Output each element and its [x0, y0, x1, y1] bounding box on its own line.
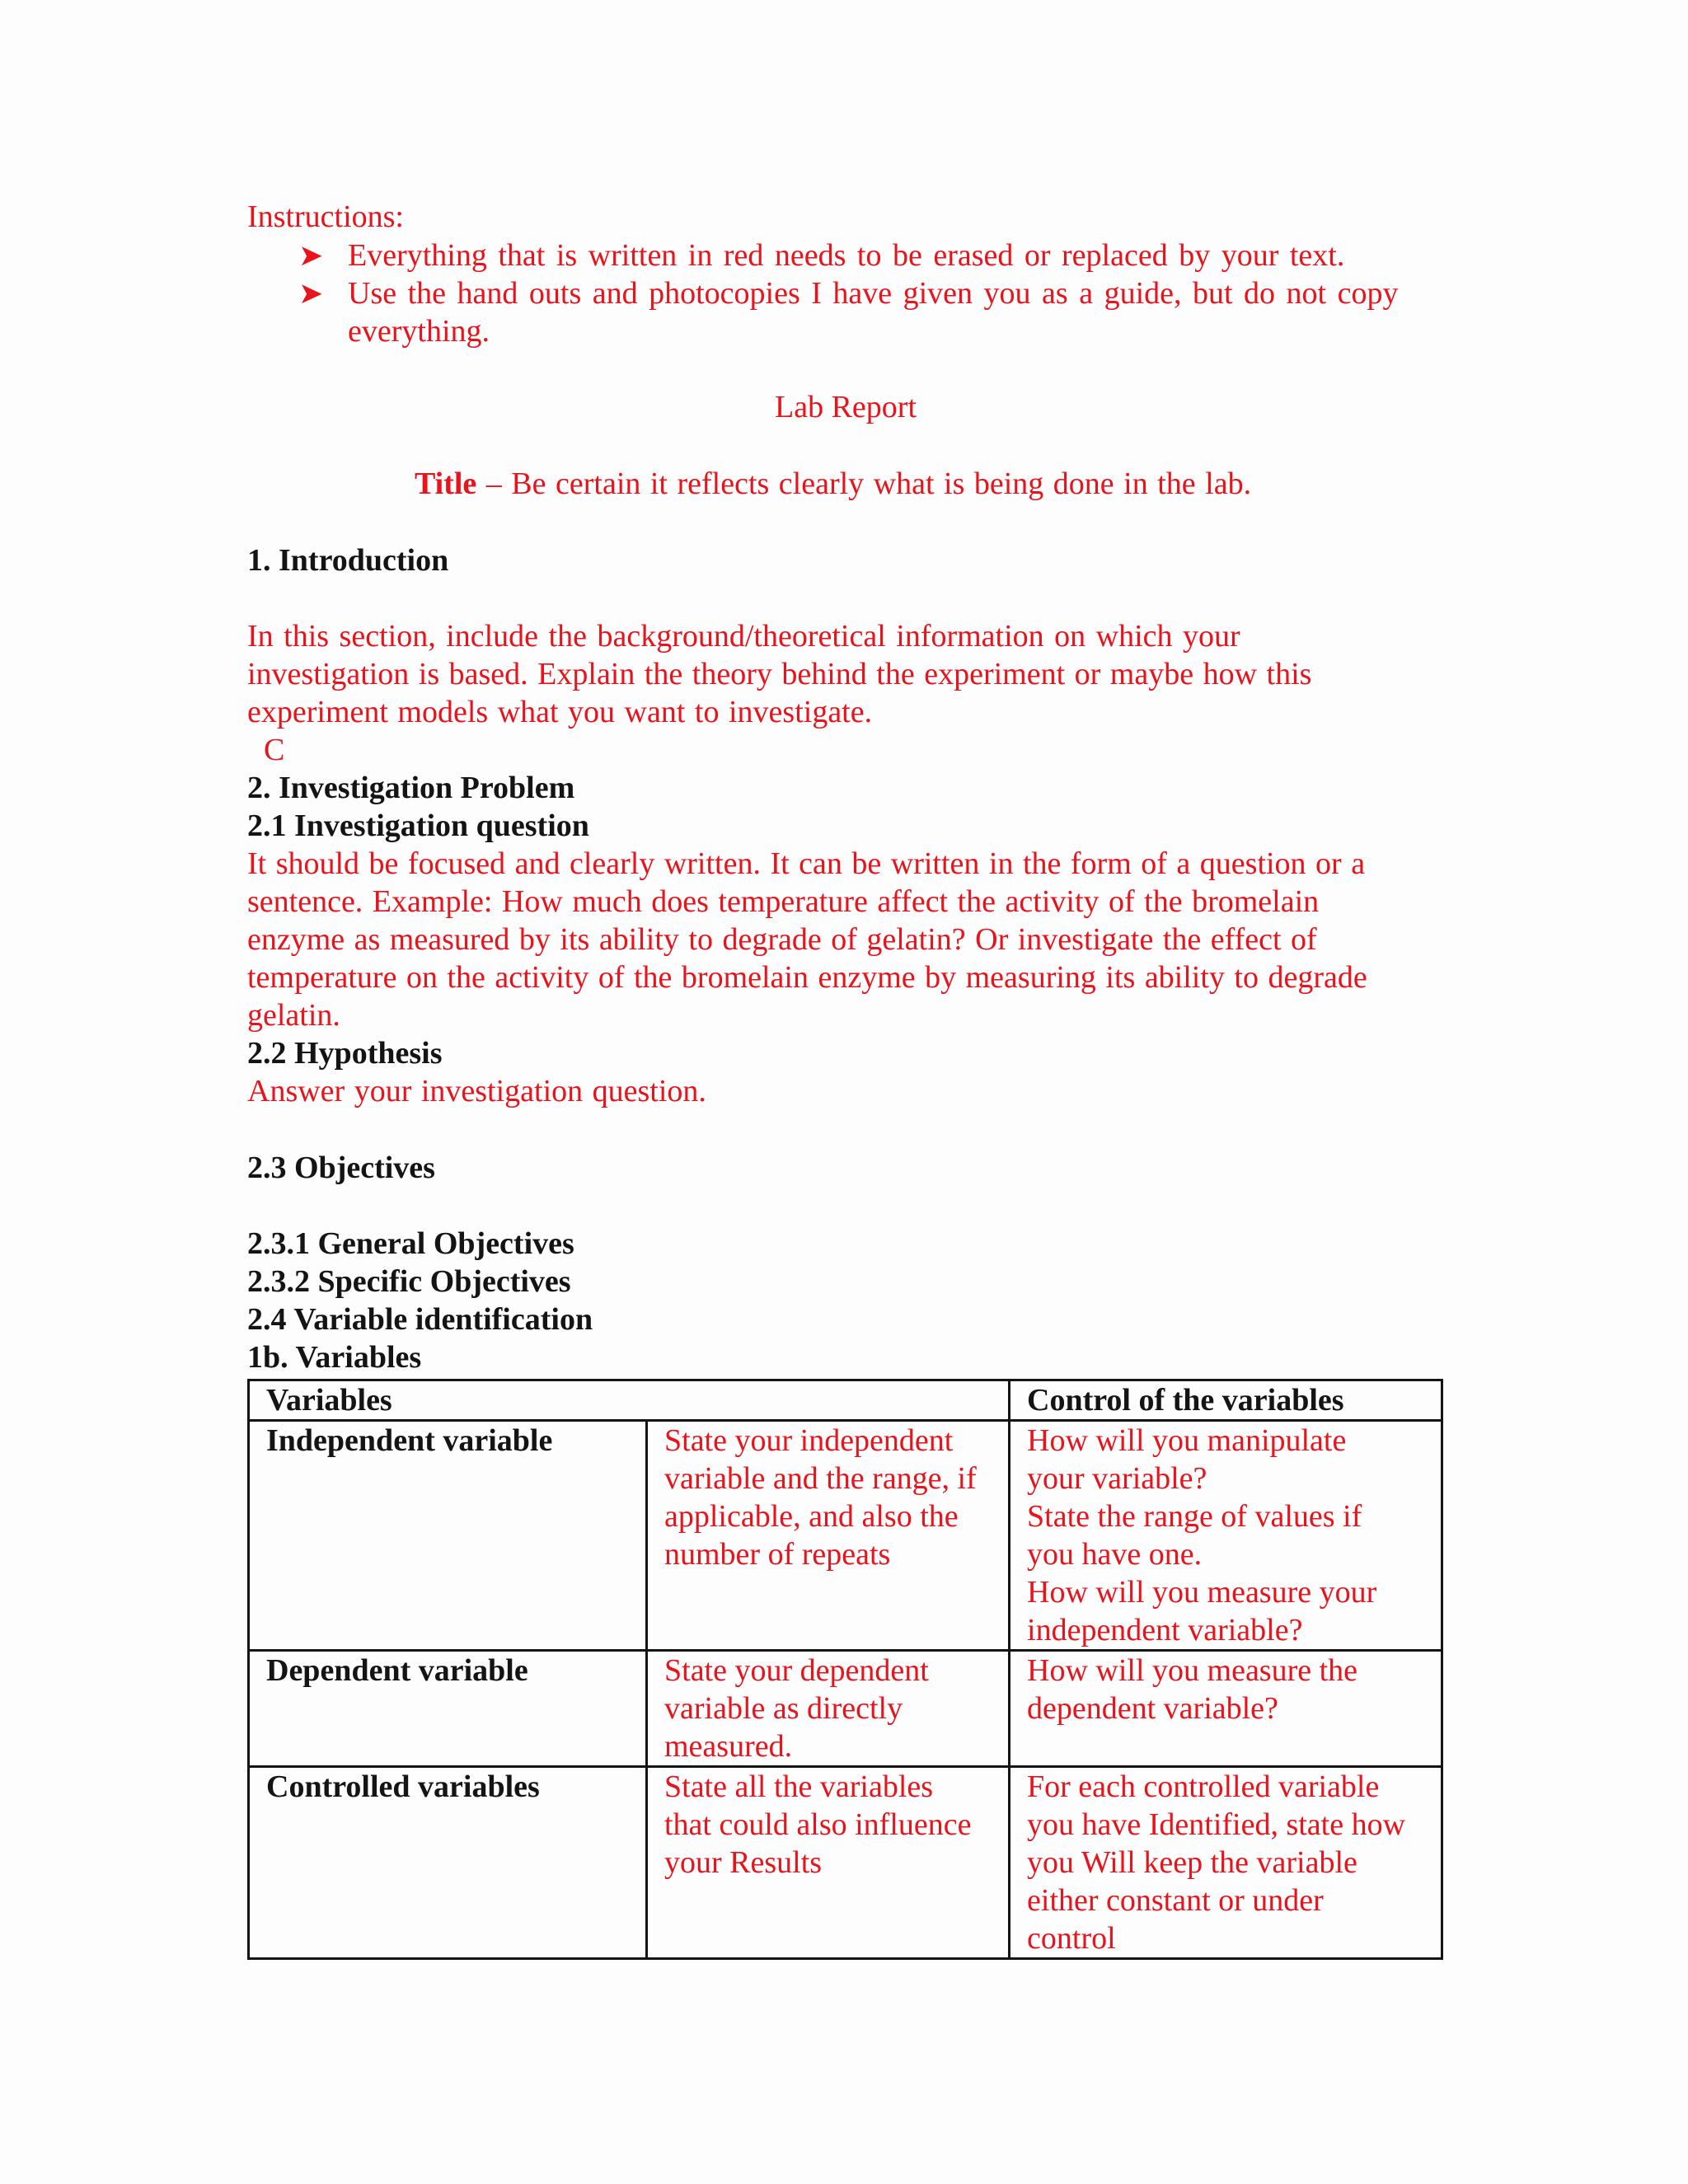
question-line-3: enzyme as measured by its ability to degrade of gelatin? Or investigate the effect of: [247, 922, 1317, 957]
title-label: Title: [415, 466, 477, 501]
cell-line: State your independent: [664, 1423, 954, 1458]
stray-character: C: [264, 733, 285, 767]
cell-line: you have Identified, state how: [1027, 1807, 1406, 1842]
question-line-1: It should be focused and clearly written. It can be written in the form of a question or a: [247, 846, 1366, 881]
cell-line: How will you manipulate: [1027, 1423, 1347, 1458]
cell-line: State the range of values if: [1027, 1499, 1362, 1534]
row-controlled-desc: [647, 1767, 1010, 1959]
specific-objectives-heading: 2.3.2 Specific Objectives: [247, 1264, 571, 1299]
variable-identification-heading: 2.4 Variable identification: [247, 1302, 593, 1337]
cell-line: variable as directly: [664, 1691, 903, 1726]
cell-line: How will you measure your: [1027, 1575, 1377, 1610]
arrowhead-bullet-icon: ➤: [298, 239, 324, 272]
table-header-row: [249, 1380, 1442, 1421]
variables-table: [247, 1379, 1443, 1960]
cell-line: How will you measure the: [1027, 1653, 1358, 1688]
investigation-question-heading: 2.1 Investigation question: [247, 808, 589, 843]
hypothesis-heading: 2.2 Hypothesis: [247, 1036, 443, 1071]
table-row: [249, 1421, 1442, 1651]
table-row: [249, 1651, 1442, 1767]
cell-line: that could also influence: [664, 1807, 972, 1842]
objectives-heading: 2.3 Objectives: [247, 1151, 435, 1185]
intro-line-3: experiment models what you want to investigate.: [247, 695, 873, 729]
document-title: Lab Report: [775, 390, 917, 424]
cell-line: State your dependent: [664, 1653, 929, 1688]
introduction-heading: 1. Introduction: [247, 543, 449, 578]
cell-line: your Results: [664, 1845, 823, 1880]
instruction-bullet-2-continued: everything.: [348, 314, 490, 349]
cell-line: you Will keep the variable: [1027, 1845, 1357, 1880]
cell-line: measured.: [664, 1729, 793, 1764]
cell-line: your variable?: [1027, 1461, 1207, 1496]
header-variables: Variables: [249, 1380, 1010, 1421]
cell-line: variable and the range, if: [664, 1461, 977, 1496]
intro-line-2: investigation is based. Explain the theory behind the experiment or maybe how this: [247, 657, 1312, 691]
hypothesis-text: Answer your investigation question.: [247, 1074, 706, 1108]
arrowhead-bullet-icon: ➤: [298, 277, 324, 310]
instruction-bullet-1: Everything that is written in red needs to be erased or replaced by your text.: [348, 238, 1345, 273]
cell-line: either constant or under: [1027, 1883, 1324, 1918]
cell-line: applicable, and also the: [664, 1499, 959, 1534]
question-line-2: sentence. Example: How much does temperature affect the activity of the bromelain: [247, 884, 1320, 919]
intro-line-1: In this section, include the background/theoretical information on which your: [247, 619, 1240, 654]
cell-line: number of repeats: [664, 1537, 891, 1572]
cell-line: For each controlled variable: [1027, 1769, 1380, 1804]
header-control: Control of the variables: [1010, 1380, 1442, 1421]
cell-line: dependent variable?: [1027, 1691, 1278, 1726]
cell-line: independent variable?: [1027, 1613, 1303, 1647]
question-line-4: temperature on the activity of the bromelain enzyme by measuring its ability to degrade: [247, 960, 1367, 995]
row-dependent-desc: [647, 1651, 1010, 1767]
row-independent-desc: [647, 1421, 1010, 1651]
row-controlled-name: Controlled variables: [249, 1767, 647, 1959]
row-controlled-control: [1010, 1767, 1442, 1959]
instructions-heading: Instructions:: [247, 199, 404, 234]
row-independent-control: [1010, 1421, 1442, 1651]
variables-subheading: 1b. Variables: [247, 1340, 422, 1375]
instruction-bullet-2: Use the hand outs and photocopies I have given you as a guide, but do not copy: [348, 276, 1399, 311]
general-objectives-heading: 2.3.1 General Objectives: [247, 1226, 574, 1261]
investigation-problem-heading: 2. Investigation Problem: [247, 771, 575, 805]
cell-line: you have one.: [1027, 1537, 1203, 1572]
table-row: [249, 1767, 1442, 1959]
title-instruction: – Be certain it reflects clearly what is being done in the lab.: [476, 466, 1252, 501]
row-dependent-name: Dependent variable: [249, 1651, 647, 1767]
cell-line: State all the variables: [664, 1769, 934, 1804]
row-dependent-control: [1010, 1651, 1442, 1767]
cell-line: control: [1027, 1921, 1116, 1956]
title-line: [415, 465, 1251, 503]
row-independent-name: Independent variable: [249, 1421, 647, 1651]
question-line-5: gelatin.: [247, 998, 340, 1033]
